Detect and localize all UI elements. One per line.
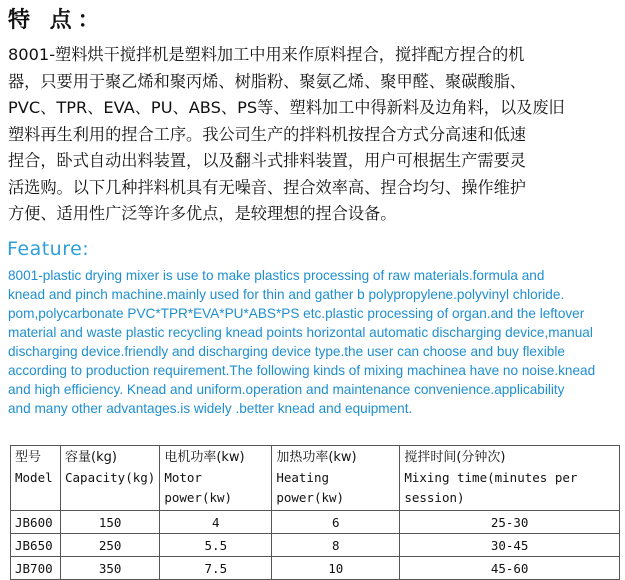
cell-mixing-time: 30-45 [400,534,620,557]
description-cn-line: 捏合，卧式自动出料装置，以及翻斗式排料装置，用户可根据生产需要灵 [8,151,526,170]
header-mixing-time [400,446,620,511]
table-row [11,511,620,534]
description-cn-line: PVC、TPR、EVA、PU、ABS、PS等、塑料加工中得新料及边角料，以及废旧 [8,98,565,117]
header-en-label: Heating power(kw) [276,470,345,505]
table-row [11,534,620,557]
header-cn-label: 容量(kg) [65,450,117,465]
header-capacity [61,446,160,511]
header-cn-label: 电机功率(kw) [164,450,245,465]
header-cn-label: 加热功率(kw) [276,450,357,465]
cell-heating-power: 10 [272,557,400,580]
header-model [11,446,61,511]
description-cn-line: 器，只要用于聚乙烯和聚丙烯、树脂粉、聚氨乙烯、聚甲醛、聚碳酸脂、 [8,71,526,91]
cell-motor-power: 4 [160,511,272,534]
description-cn-line: 活选购。以下几种拌料机具有无噪音、捏合效率高、捏合均匀、操作维护 [8,177,526,197]
table-row [11,557,620,580]
header-en-label: Model [15,470,53,485]
header-en-label: Mixing time(minutes per session) [404,470,578,505]
description-cn-line: 塑料再生利用的捏合工序。我公司生产的拌料机按捏合方式分高速和低速 [8,124,526,144]
header-en-label: Capacity(kg) [65,470,156,485]
cell-motor-power: 7.5 [160,557,272,580]
description-en-line: material and waste plastic recycling knead points horizontal automatic discharging device,manual [8,325,593,340]
description-cn [8,42,620,228]
cell-heating-power: 6 [272,511,400,534]
cell-model: JB600 [11,511,61,534]
header-heating-power [272,446,400,511]
cell-heating-power: 8 [272,534,400,557]
description-en-line: pom,polycarbonate PVC*TPR*EVA*PU*ABS*PS etc.plastic processing of organ.and the leftover [8,306,585,321]
description-cn-line: 方便、适用性广泛等许多优点，是较理想的捏合设备。 [8,204,397,223]
header-motor-power [160,446,272,511]
specifications-table [10,445,620,580]
description-en-line: knead and pinch machine.mainly used for thin and gather b polypropylene.polyvinyl chloride. [8,287,565,302]
cell-capacity: 250 [61,534,160,557]
description-en [8,266,622,418]
cell-mixing-time: 25-30 [400,511,620,534]
cell-capacity: 150 [61,511,160,534]
heading-features-cn: 特 点： [8,8,106,33]
description-cn-line: 8001-塑料烘干搅拌机是塑料加工中用来作原料捏合，搅拌配方捏合的机 [8,45,525,64]
header-cn-label: 搅拌时间(分钟次) [404,450,506,465]
description-en-line: and high efficiency. Knead and uniform.operation and maintenance convenience.applicability [8,382,565,397]
description-en-line: and many other advantages.is widely .better knead and equipment. [8,401,413,416]
description-en-line: 8001-plastic drying mixer is use to make plastics processing of raw materials.formula and [8,268,545,283]
cell-model: JB700 [11,557,61,580]
description-en-line: discharging device.friendly and discharging device type.the user can choose and buy flexible [8,344,565,359]
cell-model: JB650 [11,534,61,557]
description-en-line: according to production requirement.The following kinds of mixing machinea have no noise.knead [8,363,596,378]
cell-capacity: 350 [61,557,160,580]
cell-motor-power: 5.5 [160,534,272,557]
table-header-row [11,446,620,511]
header-cn-label: 型号 [15,450,42,465]
cell-mixing-time: 45-60 [400,557,620,580]
header-en-label: Motor power(kw) [164,470,233,505]
heading-features-en: Feature: [7,238,90,260]
